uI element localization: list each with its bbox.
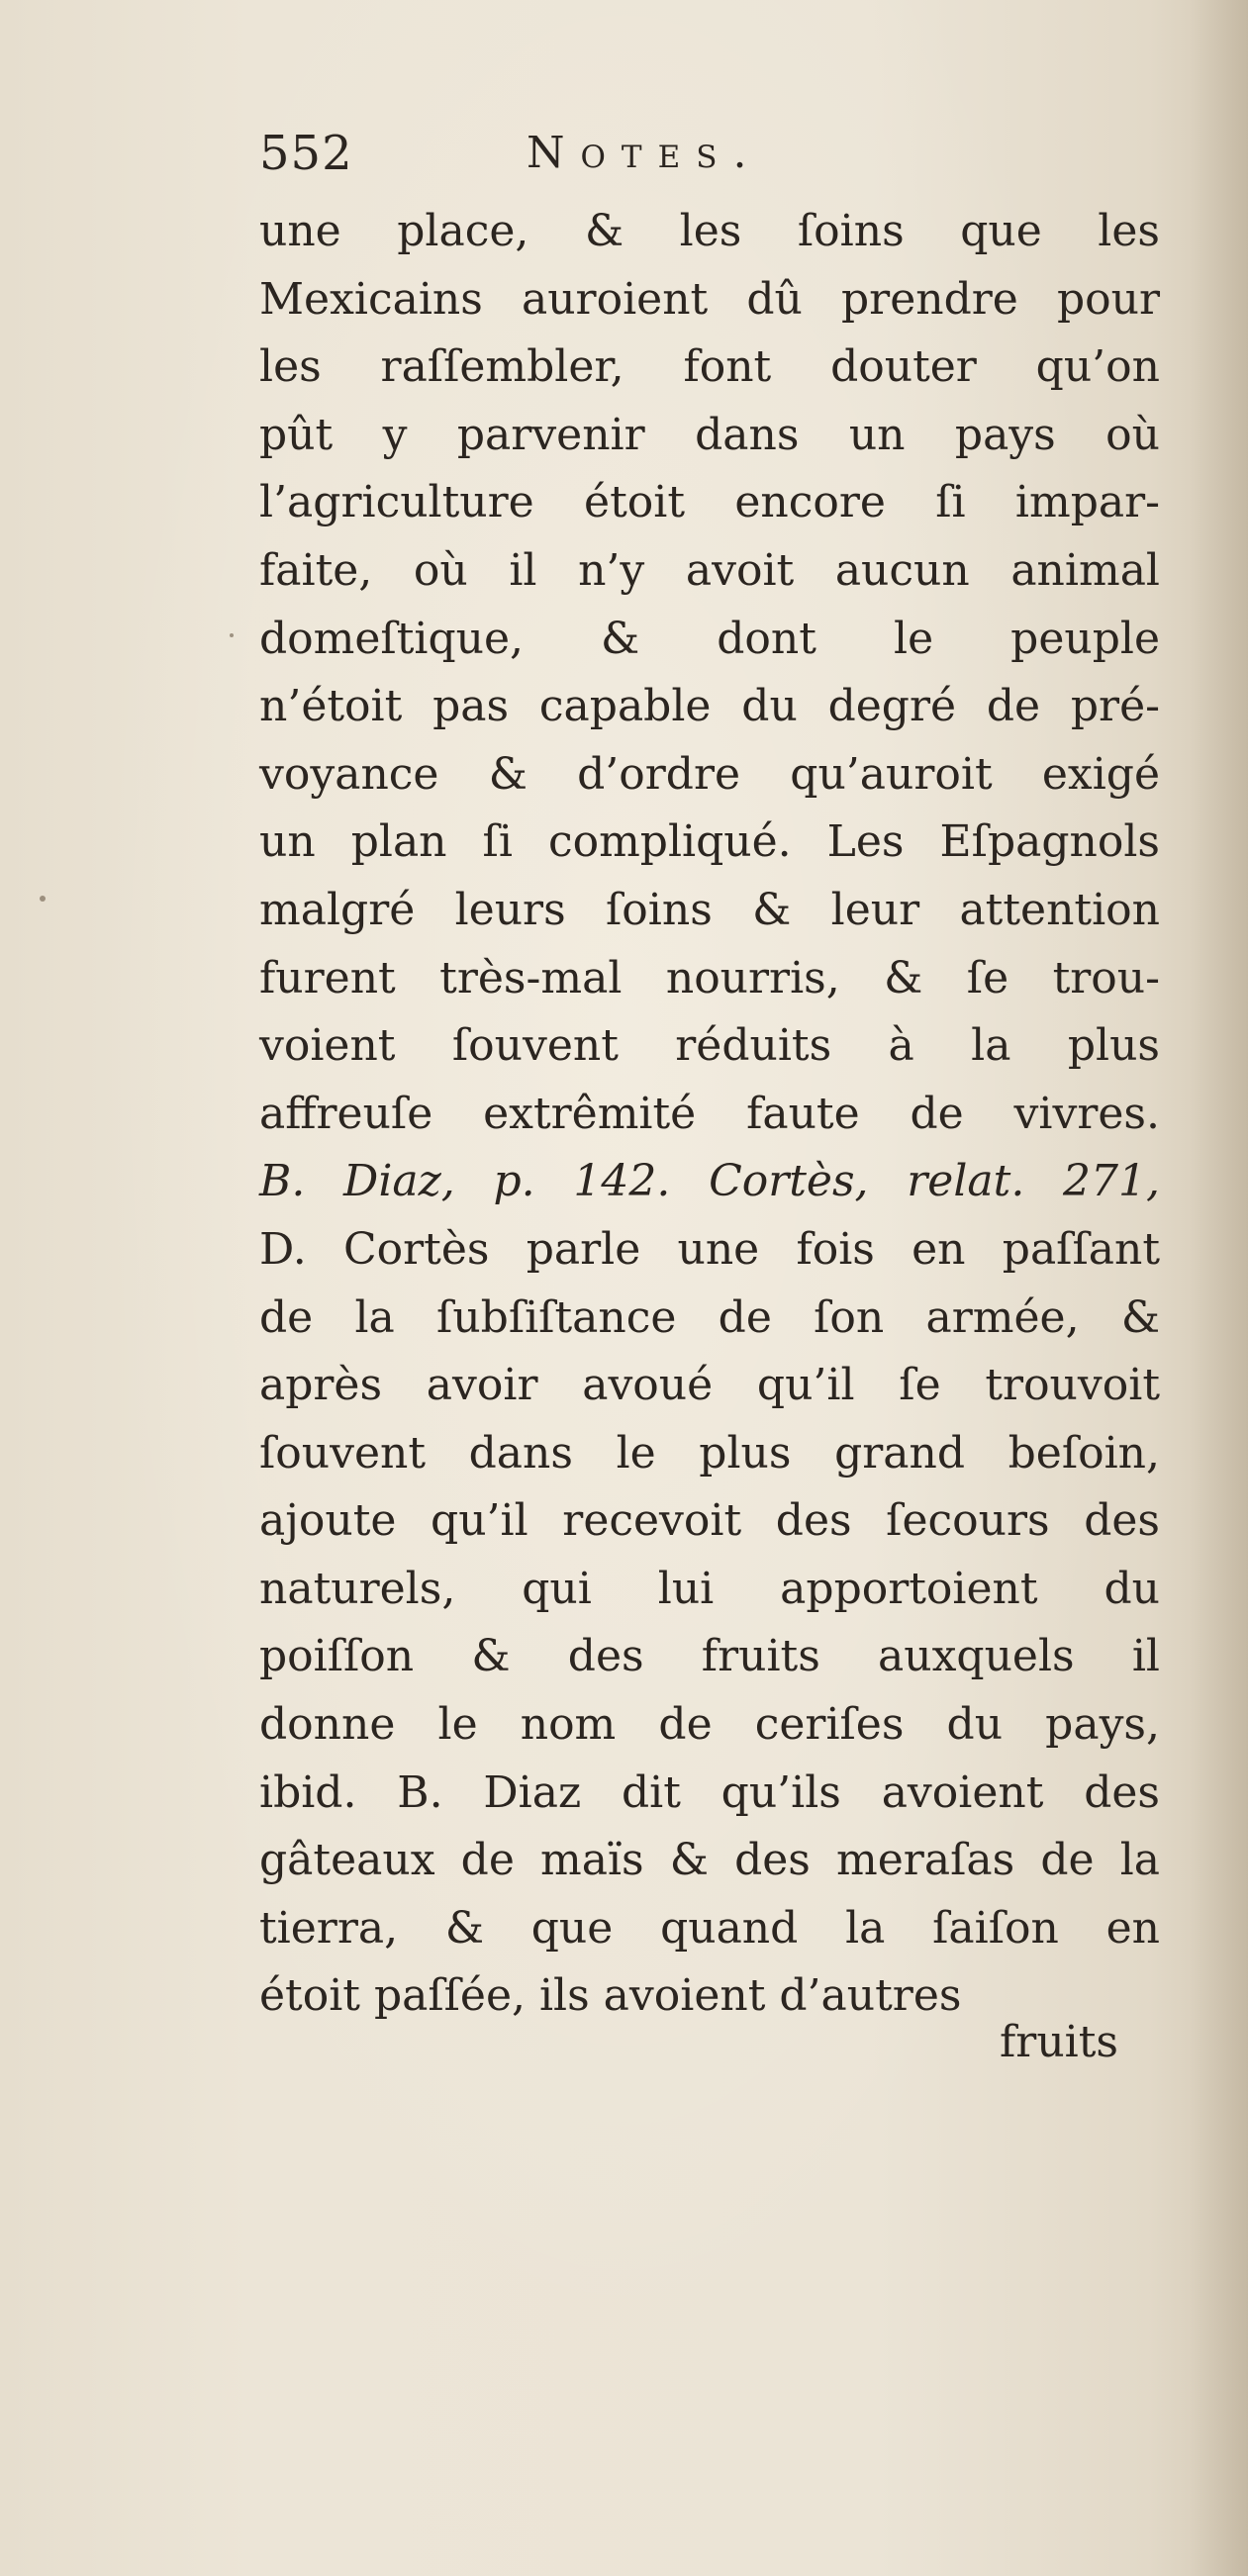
text-line: domeſtique, & dont le peuple xyxy=(259,613,1160,664)
text-line: D. Cortès parle une fois en paſſant xyxy=(259,1223,1160,1275)
text-line: ibid. B. Diaz dit qu’ils avoient des xyxy=(259,1766,1160,1818)
page-gutter-shadow xyxy=(1189,0,1248,2576)
body-text xyxy=(259,198,1160,2031)
text-line: un plan ſi compliqué. Les Eſpagnols xyxy=(259,816,1160,868)
text-line: gâteaux de maïs & des meraſas de la xyxy=(259,1835,1160,1886)
ink-speck xyxy=(230,633,234,637)
page-number: 552 xyxy=(259,126,353,181)
text-line-citation: B. Diaz, p. 142. Cortès, relat. 271, xyxy=(259,1156,1160,1207)
text-line: étoit paſſée, ils avoient d’autres xyxy=(259,1970,962,2022)
text-line: de la ſubſiſtance de ſon armée, & xyxy=(259,1291,1160,1343)
text-line: malgré leurs ſoins & leur attention xyxy=(259,884,1160,935)
text-line: ajoute qu’il recevoit des ſecours des xyxy=(259,1495,1160,1547)
text-line: ſouvent dans le plus grand beſoin, xyxy=(259,1427,1160,1479)
text-line: tierra, & que quand la ſaiſon en xyxy=(259,1902,1160,1954)
text-line: après avoir avoué qu’il ſe trouvoit xyxy=(259,1360,1160,1411)
text-line: voyance & d’ordre qu’auroit exigé xyxy=(259,748,1160,800)
text-line: Mexicains auroient dû prendre pour xyxy=(259,273,1160,325)
text-line: poiſſon & des fruits auxquels il xyxy=(259,1631,1160,1682)
text-line: voient ſouvent réduits à la plus xyxy=(259,1020,1160,1072)
ink-speck xyxy=(40,896,46,902)
text-line: l’agriculture étoit encore ſi impar- xyxy=(259,477,1160,528)
catchword: fruits xyxy=(1000,2017,1118,2067)
text-line: furent très-mal nourris, & ſe trou- xyxy=(259,952,1160,1003)
text-line: faite, où il n’y avoit aucun animal xyxy=(259,544,1160,596)
text-line: les raſſembler, font douter qu’on xyxy=(259,341,1160,393)
text-line: donne le nom de ceriſes du pays, xyxy=(259,1699,1160,1751)
text-line: n’étoit pas capable du degré de pré- xyxy=(259,681,1160,732)
page-header xyxy=(259,119,952,188)
text-line: pût y parvenir dans un pays où xyxy=(259,409,1160,460)
running-head: Notes. xyxy=(527,128,763,178)
text-line: une place, & les ſoins que les xyxy=(259,206,1160,256)
text-line: naturels, qui lui apportoient du xyxy=(259,1563,1160,1614)
text-line: affreuſe extrêmité faute de vivres. xyxy=(259,1088,1160,1139)
